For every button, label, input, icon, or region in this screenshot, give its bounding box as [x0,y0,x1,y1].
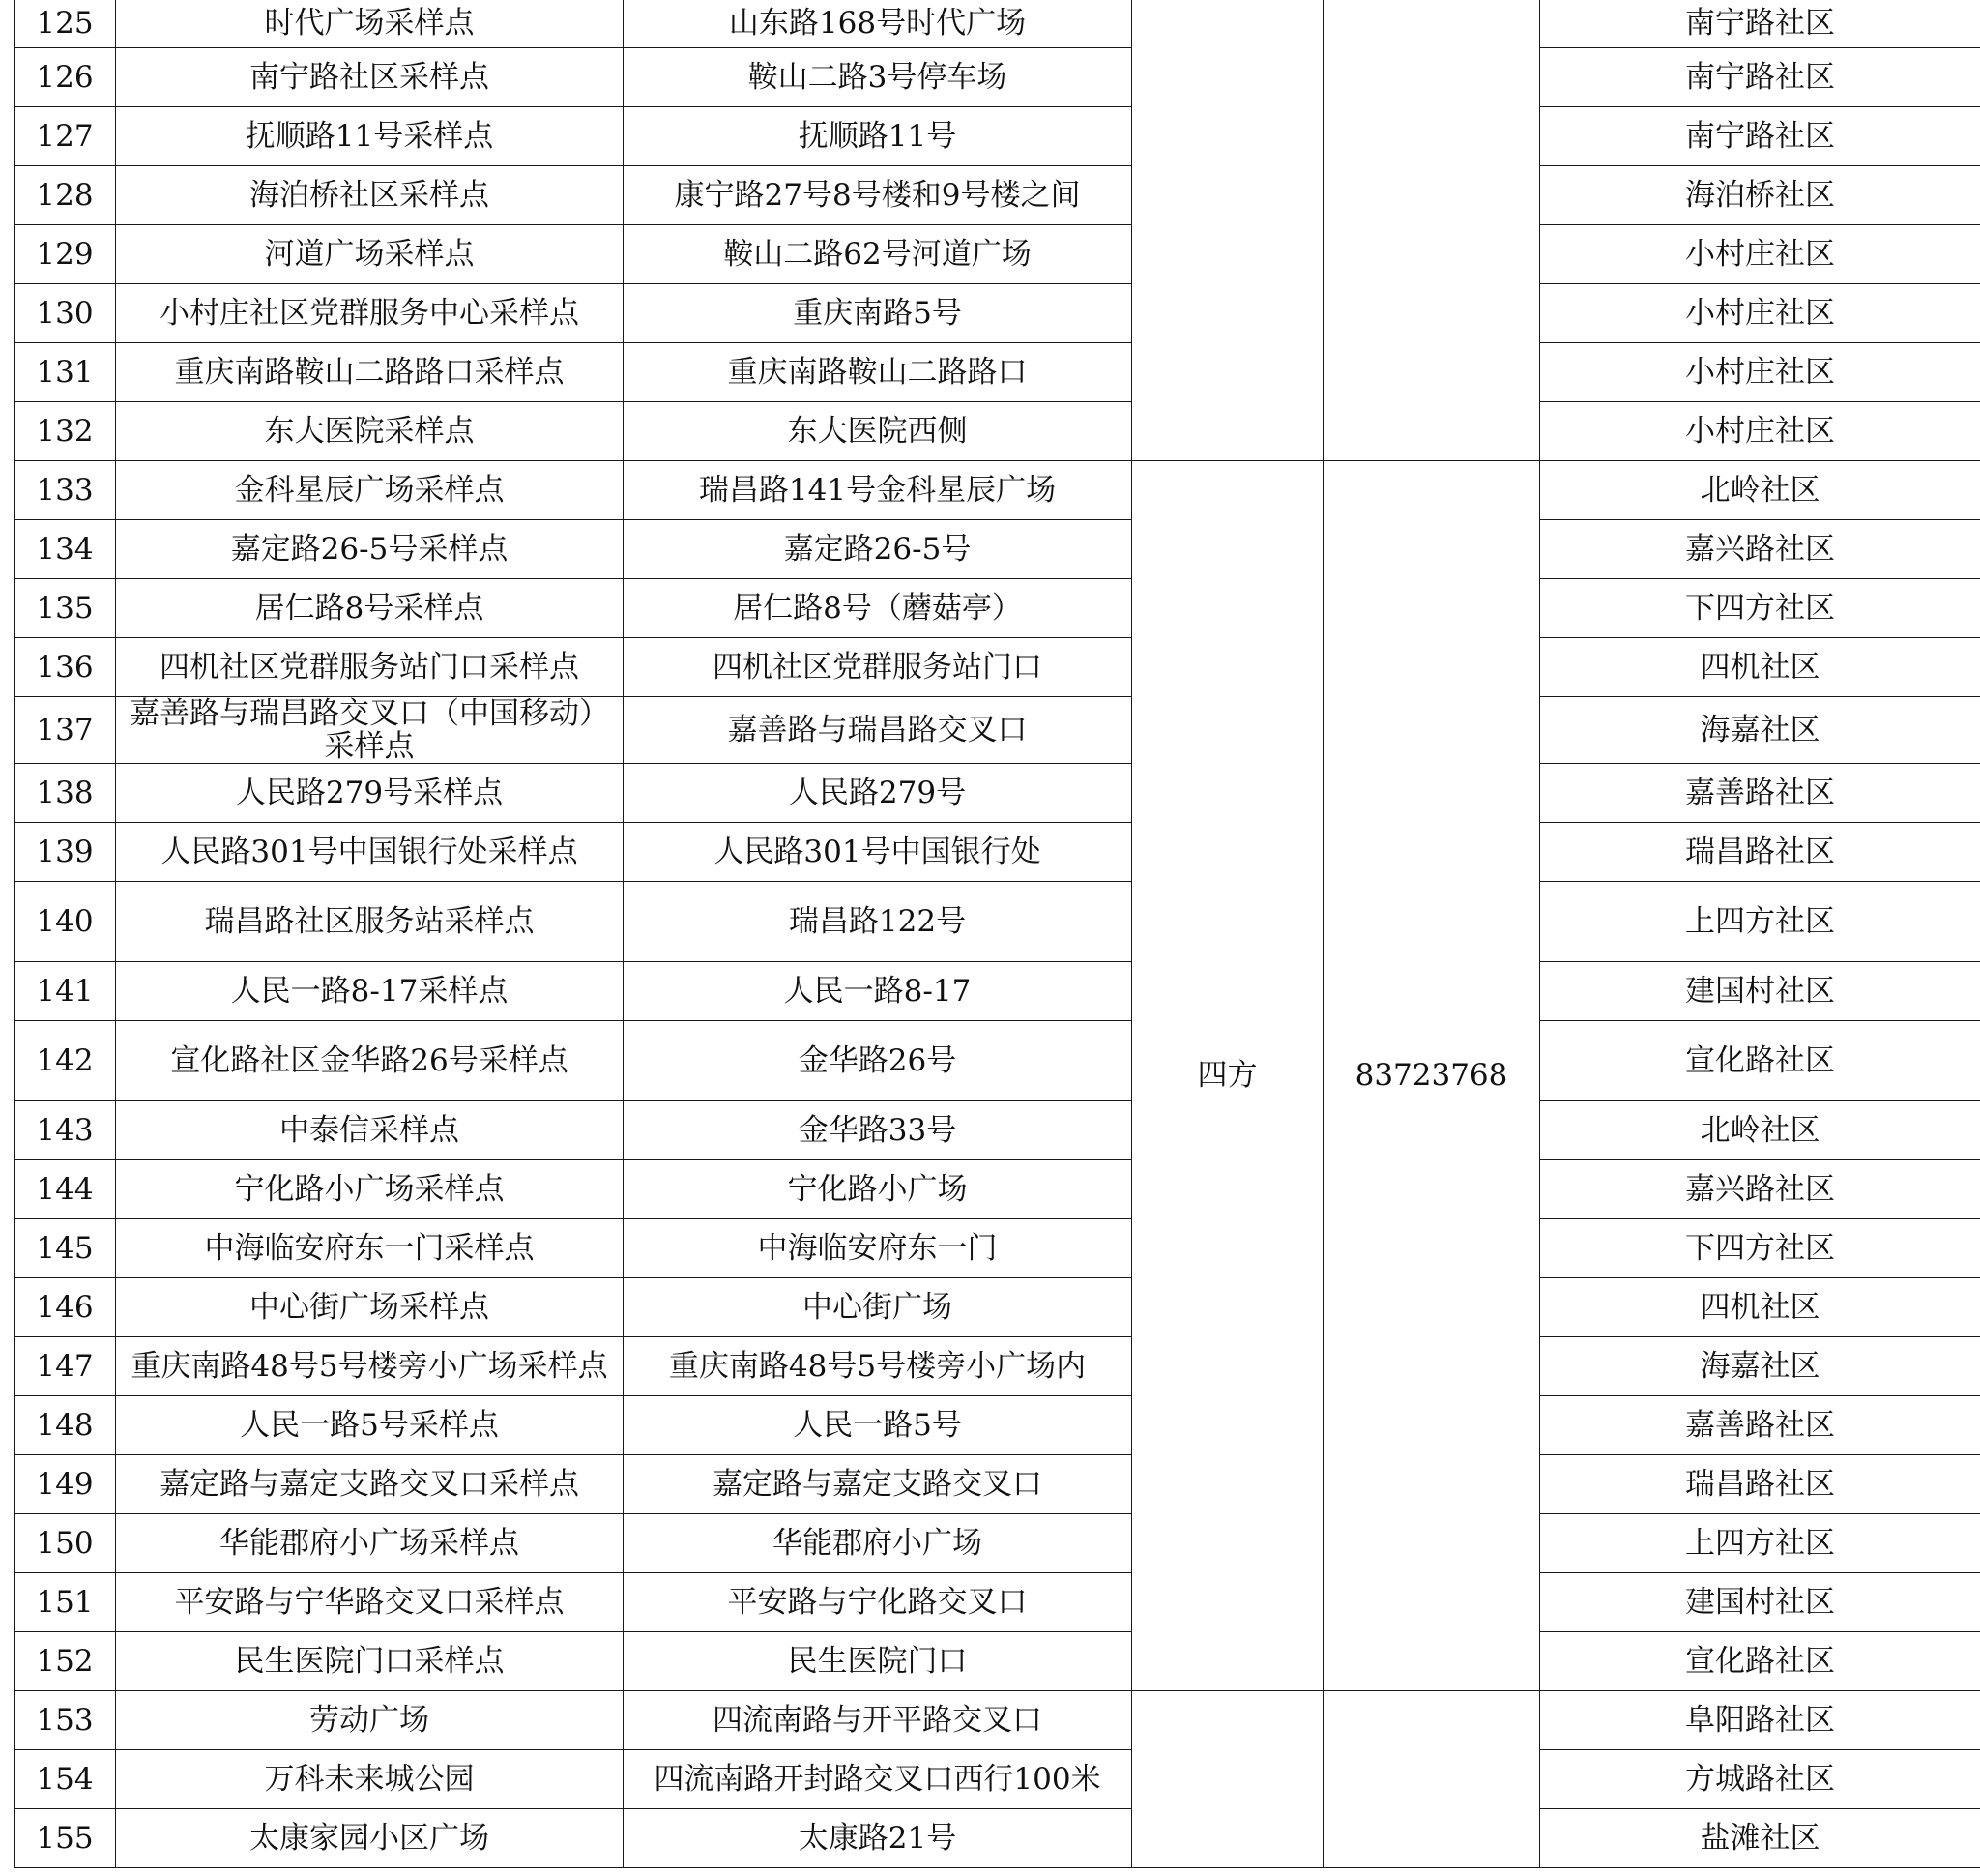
community-cell: 下四方社区 [1540,578,1980,637]
address-cell: 鞍山二路3号停车场 [624,47,1132,106]
table-row [15,961,1980,1020]
table-row [15,637,1980,696]
row-number-cell: 149 [15,1454,116,1513]
community-cell: 南宁路社区 [1540,106,1980,165]
row-number-cell: 127 [15,106,116,165]
sampling-site-cell: 人民一路5号采样点 [116,1395,624,1454]
district-cell [1132,1690,1324,1867]
community-cell: 四机社区 [1540,1277,1980,1336]
community-cell: 四机社区 [1540,637,1980,696]
row-number-cell: 129 [15,224,116,283]
district-cell [1132,0,1324,460]
address-cell: 瑞昌路141号金科星辰广场 [624,460,1132,519]
row-number-cell: 137 [15,696,116,763]
table-row [15,47,1980,106]
row-number-cell: 143 [15,1100,116,1159]
table-row [15,1631,1980,1690]
table-row [15,106,1980,165]
address-cell: 嘉定路26-5号 [624,519,1132,578]
table-row [15,578,1980,637]
sampling-site-cell: 抚顺路11号采样点 [116,106,624,165]
sampling-site-cell: 居仁路8号采样点 [116,578,624,637]
row-number-cell: 154 [15,1749,116,1808]
community-cell: 宣化路社区 [1540,1631,1980,1690]
table-row [15,1749,1980,1808]
row-number-cell: 150 [15,1513,116,1572]
address-cell: 嘉定路与嘉定支路交叉口 [624,1454,1132,1513]
address-cell: 嘉善路与瑞昌路交叉口 [624,696,1132,763]
row-number-cell: 130 [15,283,116,342]
address-cell: 人民一路8-17 [624,961,1132,1020]
row-number-cell: 128 [15,165,116,224]
community-cell: 阜阳路社区 [1540,1690,1980,1749]
row-number-cell: 139 [15,822,116,881]
address-cell: 居仁路8号（蘑菇亭） [624,578,1132,637]
sampling-site-cell: 时代广场采样点 [116,0,624,47]
address-cell: 宁化路小广场 [624,1159,1132,1218]
address-cell: 山东路168号时代广场 [624,0,1132,47]
community-cell: 南宁路社区 [1540,47,1980,106]
sampling-site-cell: 南宁路社区采样点 [116,47,624,106]
community-cell: 瑞昌路社区 [1540,822,1980,881]
sampling-site-cell: 中海临安府东一门采样点 [116,1218,624,1277]
row-number-cell: 134 [15,519,116,578]
community-cell: 海嘉社区 [1540,1336,1980,1395]
sampling-site-cell: 宁化路小广场采样点 [116,1159,624,1218]
table-row [15,1020,1980,1100]
phone-cell: 83723768 [1324,460,1540,1690]
community-cell: 海泊桥社区 [1540,165,1980,224]
table-row [15,1336,1980,1395]
address-cell: 中海临安府东一门 [624,1218,1132,1277]
table-row [15,283,1980,342]
community-cell: 建国村社区 [1540,1572,1980,1631]
table-row [15,519,1980,578]
row-number-cell: 155 [15,1808,116,1867]
row-number-cell: 138 [15,763,116,822]
row-number-cell: 145 [15,1218,116,1277]
community-cell: 方城路社区 [1540,1749,1980,1808]
table-row [15,1277,1980,1336]
table-row [15,1395,1980,1454]
row-number-cell: 141 [15,961,116,1020]
sampling-site-cell: 金科星辰广场采样点 [116,460,624,519]
address-cell: 金华路26号 [624,1020,1132,1100]
sampling-site-cell: 瑞昌路社区服务站采样点 [116,881,624,961]
table-row [15,1159,1980,1218]
table-row [15,460,1980,519]
address-cell: 人民路279号 [624,763,1132,822]
sampling-sites-table [14,0,1980,1868]
address-cell: 平安路与宁化路交叉口 [624,1572,1132,1631]
address-cell: 四流南路与开平路交叉口 [624,1690,1132,1749]
table-row [15,1454,1980,1513]
address-cell: 金华路33号 [624,1100,1132,1159]
row-number-cell: 126 [15,47,116,106]
community-cell: 嘉兴路社区 [1540,519,1980,578]
address-cell: 重庆南路5号 [624,283,1132,342]
community-cell: 嘉善路社区 [1540,1395,1980,1454]
table-row [15,1572,1980,1631]
community-cell: 上四方社区 [1540,881,1980,961]
table-row [15,1100,1980,1159]
district-cell: 四方 [1132,460,1324,1690]
sampling-site-cell: 海泊桥社区采样点 [116,165,624,224]
row-number-cell: 152 [15,1631,116,1690]
sampling-site-cell: 中泰信采样点 [116,1100,624,1159]
sampling-site-cell: 小村庄社区党群服务中心采样点 [116,283,624,342]
row-number-cell: 136 [15,637,116,696]
community-cell: 上四方社区 [1540,1513,1980,1572]
address-cell: 四机社区党群服务站门口 [624,637,1132,696]
table-row [15,342,1980,401]
address-cell: 华能郡府小广场 [624,1513,1132,1572]
table-body [15,0,1980,1867]
row-number-cell: 144 [15,1159,116,1218]
sampling-site-cell: 人民路279号采样点 [116,763,624,822]
row-number-cell: 146 [15,1277,116,1336]
sampling-site-cell: 嘉善路与瑞昌路交叉口（中国移动）采样点 [116,696,624,763]
sampling-site-cell: 嘉定路与嘉定支路交叉口采样点 [116,1454,624,1513]
sampling-site-cell: 重庆南路鞍山二路路口采样点 [116,342,624,401]
community-cell: 嘉善路社区 [1540,763,1980,822]
community-cell: 小村庄社区 [1540,342,1980,401]
community-cell: 建国村社区 [1540,961,1980,1020]
sampling-site-cell: 华能郡府小广场采样点 [116,1513,624,1572]
phone-cell [1324,1690,1540,1867]
address-cell: 鞍山二路62号河道广场 [624,224,1132,283]
community-cell: 海嘉社区 [1540,696,1980,763]
address-cell: 四流南路开封路交叉口西行100米 [624,1749,1132,1808]
community-cell: 小村庄社区 [1540,224,1980,283]
table-row [15,881,1980,961]
sampling-site-cell: 平安路与宁华路交叉口采样点 [116,1572,624,1631]
address-cell: 民生医院门口 [624,1631,1132,1690]
row-number-cell: 140 [15,881,116,961]
sampling-site-cell: 人民一路8-17采样点 [116,961,624,1020]
row-number-cell: 132 [15,401,116,460]
sampling-site-cell: 重庆南路48号5号楼旁小广场采样点 [116,1336,624,1395]
table-row [15,401,1980,460]
phone-cell [1324,0,1540,460]
address-cell: 人民一路5号 [624,1395,1132,1454]
row-number-cell: 153 [15,1690,116,1749]
table-row [15,696,1980,763]
row-number-cell: 131 [15,342,116,401]
row-number-cell: 125 [15,0,116,47]
row-number-cell: 148 [15,1395,116,1454]
table-row [15,1808,1980,1867]
table-row [15,1513,1980,1572]
address-cell: 中心街广场 [624,1277,1132,1336]
row-number-cell: 147 [15,1336,116,1395]
row-number-cell: 133 [15,460,116,519]
community-cell: 北岭社区 [1540,1100,1980,1159]
table-row [15,224,1980,283]
sampling-site-cell: 四机社区党群服务站门口采样点 [116,637,624,696]
row-number-cell: 135 [15,578,116,637]
community-cell: 下四方社区 [1540,1218,1980,1277]
sampling-site-cell: 宣化路社区金华路26号采样点 [116,1020,624,1100]
community-cell: 瑞昌路社区 [1540,1454,1980,1513]
address-cell: 抚顺路11号 [624,106,1132,165]
community-cell: 盐滩社区 [1540,1808,1980,1867]
table-row [15,763,1980,822]
sampling-site-cell: 人民路301号中国银行处采样点 [116,822,624,881]
community-cell: 南宁路社区 [1540,0,1980,47]
sampling-site-cell: 嘉定路26-5号采样点 [116,519,624,578]
community-cell: 小村庄社区 [1540,283,1980,342]
sampling-site-cell: 中心街广场采样点 [116,1277,624,1336]
table-row [15,1690,1980,1749]
table-row [15,0,1980,47]
table-row [15,165,1980,224]
address-cell: 康宁路27号8号楼和9号楼之间 [624,165,1132,224]
table-row [15,1218,1980,1277]
sampling-site-cell: 劳动广场 [116,1690,624,1749]
community-cell: 小村庄社区 [1540,401,1980,460]
address-cell: 瑞昌路122号 [624,881,1132,961]
address-cell: 太康路21号 [624,1808,1132,1867]
address-cell: 重庆南路48号5号楼旁小广场内 [624,1336,1132,1395]
sampling-site-cell: 太康家园小区广场 [116,1808,624,1867]
address-cell: 东大医院西侧 [624,401,1132,460]
address-cell: 重庆南路鞍山二路路口 [624,342,1132,401]
community-cell: 宣化路社区 [1540,1020,1980,1100]
sampling-site-cell: 河道广场采样点 [116,224,624,283]
community-cell: 北岭社区 [1540,460,1980,519]
sampling-site-cell: 万科未来城公园 [116,1749,624,1808]
row-number-cell: 142 [15,1020,116,1100]
table-row [15,822,1980,881]
address-cell: 人民路301号中国银行处 [624,822,1132,881]
sampling-site-cell: 民生医院门口采样点 [116,1631,624,1690]
sampling-site-cell: 东大医院采样点 [116,401,624,460]
community-cell: 嘉兴路社区 [1540,1159,1980,1218]
row-number-cell: 151 [15,1572,116,1631]
